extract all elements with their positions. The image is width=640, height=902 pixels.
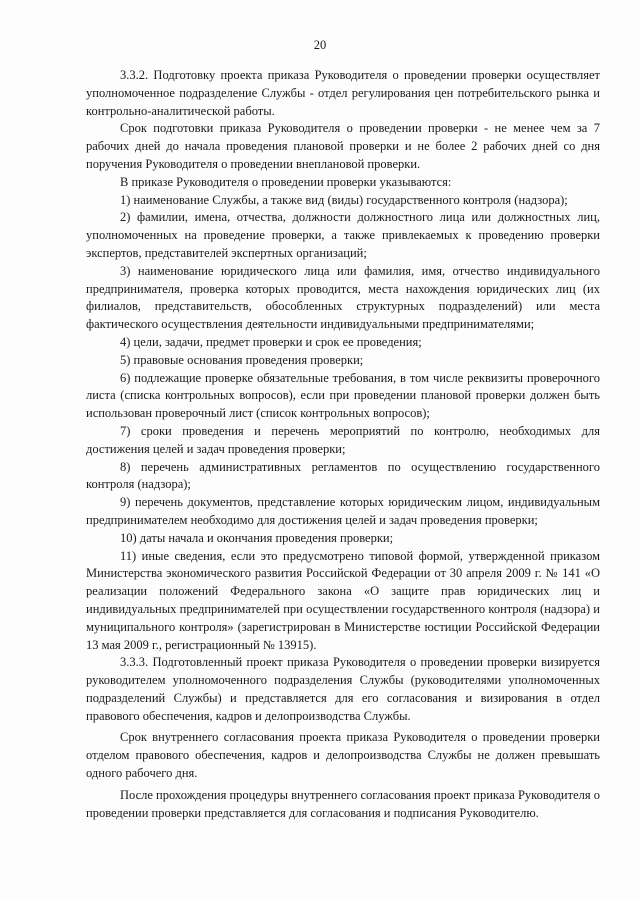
list-item-6: 6) подлежащие проверке обязательные требования, в том числе реквизиты проверочного листа (списка контрольных вопросов), если при проведении плановой проверки должен быть использован проверочный лист (список контрольных вопросов);: [86, 370, 600, 421]
list-item-7: 7) сроки проведения и перечень мероприятий по контролю, необходимых для достижения целей и задач проведения проверки;: [86, 423, 600, 456]
list-item-4: 4) цели, задачи, предмет проверки и срок ее проведения;: [120, 334, 422, 349]
paragraph-internal-approval: Срок внутреннего согласования проекта приказа Руководителя о проведении проверки отделом правового обеспечения, кадров и делопроизводства Службы не должен превышать одного рабочего дня.: [86, 730, 600, 781]
list-item-3: 3) наименование юридического лица или фамилия, имя, отчество индивидуального предпринимателя, проверка которых проводится, места нахождения юридических лиц (их филиалов, представительств, обособленных структурных подразделений) или места фактического осуществления деятельности индивидуальными предпринимателями;: [86, 263, 600, 332]
list-item-2: 2) фамилии, имена, отчества, должности должностного лица или должностных лиц, уполномоченных на проведение проверки, а также привлекаемых к проведению проверки экспертов, представителей экспертных организаций;: [86, 210, 600, 260]
paragraph-after-approval: После прохождения процедуры внутреннего согласования проект приказа Руководителя о проведении проверки представляется для согласования и подписания Руководителю.: [86, 787, 600, 820]
list-item-11: 11) иные сведения, если это предусмотрено типовой формой, утвержденной приказом Министерства экономического развития Российской Федерации от 30 апреля 2009 г. № 141 «О реализации положений Федерального закона «О защите прав юридических лиц и индивидуальных предпринимателей при осуществлении государственного контроля (надзора) и муниципального контроля» (зарегистрирован в Министерстве юстиции Российской Федерации 13 мая 2009 г., регистрационный № 13915).: [86, 548, 600, 652]
document-body: [86, 67, 600, 822]
paragraph-3-3-2: 3.3.2. Подготовку проекта приказа Руководителя о проведении проверки осуществляет уполномоченное подразделение Службы - отдел регулирования цен потребительского рынка и контрольно-аналитической работы.: [86, 68, 600, 118]
list-item-9: 9) перечень документов, представление которых юридическим лицом, индивидуальным предпринимателем необходимо для достижения целей и задач проведения проверки;: [86, 495, 600, 527]
paragraph-deadline: Срок подготовки приказа Руководителя о проведении проверки - не менее чем за 7 рабочих дней до начала проведения плановой проверки и не более 2 рабочих дней со дня поручения Руководителя о проведении внеплановой проверки.: [86, 121, 600, 171]
list-item-10: 10) даты начала и окончания проведения проверки;: [120, 530, 394, 545]
list-item-5: 5) правовые основания проведения проверки;: [120, 352, 364, 367]
list-item-1: 1) наименование Службы, а также вид (виды) государственного контроля (надзора);: [120, 192, 568, 207]
paragraph-3-3-3: 3.3.3. Подготовленный проект приказа Руководителя о проведении проверки визируется руководителем уполномоченного подразделения Службы (руководителями уполномоченных подразделений Службы) и представляется для его согласования и визирования в отдел правового обеспечения, кадров и делопроизводства Службы.: [86, 655, 600, 723]
list-item-8: 8) перечень административных регламентов по осуществлению государственного контроля (надзора);: [86, 459, 600, 492]
page-number: 20: [313, 38, 327, 52]
paragraph-order-contents-intro: В приказе Руководителя о проведении проверки указываются:: [120, 174, 452, 189]
